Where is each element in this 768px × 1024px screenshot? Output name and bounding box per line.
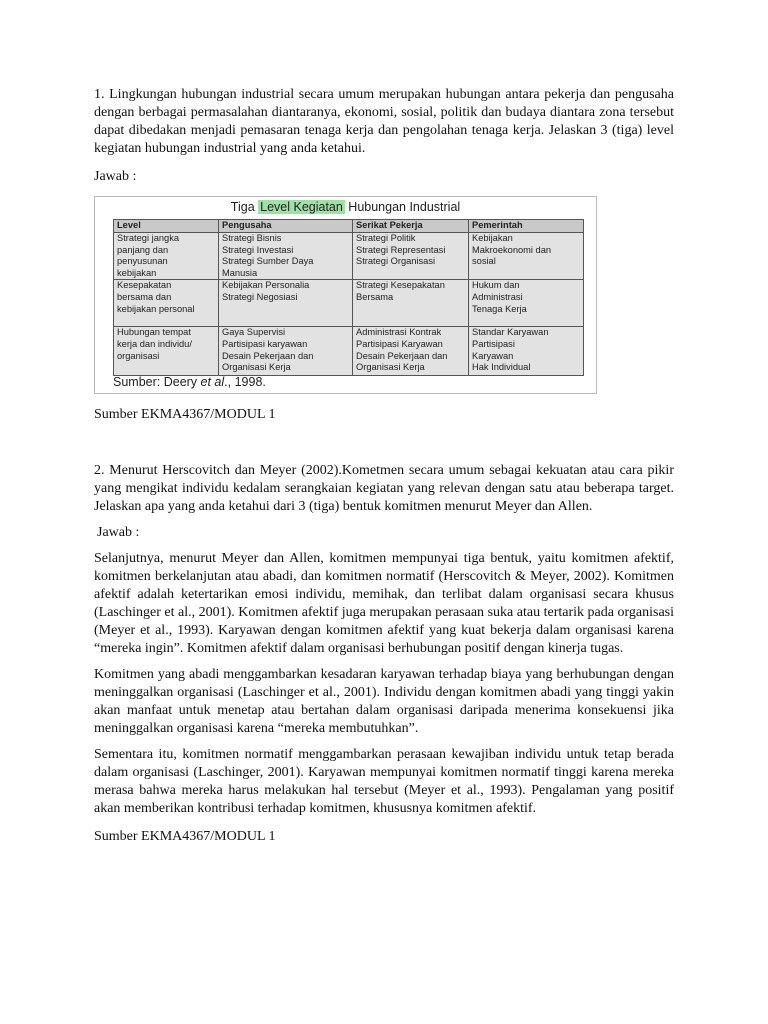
figure-title-highlight: Level Kegiatan <box>260 200 343 214</box>
cell-line: Karyawan <box>472 350 514 361</box>
answer-paragraph-3: Sementara itu, komitmen normatif menggambarkan perasaan kewajiban individu untuk tetap berada dalam organisasi (Laschinger, 2001). Karyawan mempunyai komitmen normatif tinggi karena mereka merasa bahwa mereka harus melakukan hal tersebut (Meyer et al., 1993). Pengalaman yang positif akan memberikan kontribusi terhadap komitmen, khususnya komitmen afektif. <box>94 747 674 816</box>
row-workplace-pemerintah-cell <box>469 327 584 376</box>
cell-line: Hak Individual <box>472 362 531 373</box>
row-strategic-serikat-pekerja-cell <box>353 233 469 280</box>
cell-line: Manusia <box>222 267 258 278</box>
cell-line: Partisipasi karyawan <box>222 338 308 349</box>
cell-line: Organisasi Kerja <box>222 362 291 373</box>
cell-line: Desain Pekerjaan dan <box>356 350 448 361</box>
cell-line: Organisasi Kerja <box>356 362 425 373</box>
cell-line: kebijakan <box>117 267 157 278</box>
answer-label-2: Jawab : <box>97 525 140 540</box>
cell-line: Strategi Bisnis <box>222 233 282 243</box>
cell-line: Standar Karyawan <box>472 327 549 338</box>
cell-line: Strategi Kesepakatan <box>356 280 445 291</box>
answer-label-1: Jawab : <box>94 169 137 184</box>
cell-line: penyusunan <box>117 256 168 267</box>
row-workplace-pengusaha-cell <box>219 327 353 376</box>
row-strategic-pengusaha-cell <box>219 233 353 280</box>
cell-line: Administrasi Kontrak <box>356 327 442 338</box>
cell-line: Bersama <box>356 291 394 302</box>
cell-line: Desain Pekerjaan dan <box>222 350 314 361</box>
cell-line: Kebijakan Personalia <box>222 280 310 291</box>
figure-source-suffix: ., 1998. <box>224 375 266 389</box>
row-workplace-serikat-pekerja-cell <box>353 327 469 376</box>
cell-line: Strategi Politik <box>356 233 416 243</box>
question-1: 1. Lingkungan hubungan industrial secara umum merupakan hubungan antara pekerja dan pengusaha dengan berbagai permasalahan diantaranya, ekonomi, sosial, politik dan budaya diantara zona tersebut dapat dibedakan menjadi pemasaran tenaga kerja dan pengolahan tenaga kerja. Jelaskan 3 (tiga) level kegiatan hubungan industrial yang anda ketahui. <box>94 87 674 156</box>
header-level: Level <box>114 220 219 233</box>
cell-line: panjang dan <box>117 244 169 255</box>
cell-line: sosial <box>472 256 496 267</box>
row-workplace-level-cell <box>114 327 219 376</box>
industrial-relations-figure <box>94 196 597 394</box>
header-serikat-pekerja: Serikat Pekerja <box>353 220 469 233</box>
figure-title-before: Tiga <box>230 200 259 214</box>
figure-source <box>113 375 266 389</box>
table-row <box>114 327 584 376</box>
cell-line: Gaya Supervisi <box>222 327 286 338</box>
cell-line: kerja dan individu/ <box>117 338 192 349</box>
cell-line: Kebijakan <box>472 233 513 243</box>
cell-line: Hubungan tempat <box>117 327 191 338</box>
table-header-row <box>114 220 584 233</box>
row-strategic-level-cell <box>114 233 219 280</box>
cell-line: Kesepakatan <box>117 280 172 291</box>
figure-title <box>95 200 596 214</box>
cell-line: Partisipasi <box>472 338 515 349</box>
cell-line: Strategi Organisasi <box>356 256 436 267</box>
cell-line: bersama dan <box>117 291 172 302</box>
row-strategic-pemerintah-cell <box>469 233 584 280</box>
row-collective-pemerintah-cell <box>469 280 584 327</box>
cell-line: Strategi Representasi <box>356 244 446 255</box>
cell-line: Strategi Investasi <box>222 244 294 255</box>
cell-line: Strategi jangka <box>117 233 180 243</box>
cell-line: Hukum dan <box>472 280 520 291</box>
row-collective-pengusaha-cell <box>219 280 353 327</box>
row-collective-serikat-pekerja-cell <box>353 280 469 327</box>
header-pengusaha: Pengusaha <box>219 220 353 233</box>
source-2: Sumber EKMA4367/MODUL 1 <box>94 829 276 844</box>
cell-line: Administrasi <box>472 291 523 302</box>
cell-line: organisasi <box>117 350 160 361</box>
figure-source-italic: et al <box>200 375 225 389</box>
cell-line: Partisipasi Karyawan <box>356 338 443 349</box>
row-collective-level-cell <box>114 280 219 327</box>
table-row <box>114 280 584 327</box>
figure-title-after: Hubungan Industrial <box>344 200 461 214</box>
source-1: Sumber EKMA4367/MODUL 1 <box>94 407 276 422</box>
answer-paragraph-1: Selanjutnya, menurut Meyer dan Allen, komitmen mempunyai tiga bentuk, yaitu komitmen afektif, komitmen berkelanjutan atau abadi, dan komitmen normatif (Herscovitch & Meyer, 2002). Komitmen afektif adalah ketertarikan emosi individu, memihak, dan terlibat dalam organisasi secara khusus (Laschinger et al., 2001). Komitmen afektif juga merupakan perasaan suka atau tertarik pada organisasi (Meyer et al., 1993). Karyawan dengan komitmen afektif yang kuat bekerja dalam organisasi karena “mereka ingin”. Komitmen afektif dalam organisasi berhubungan positif dengan kinerja tugas. <box>94 551 674 656</box>
question-2: 2. Menurut Herscovitch dan Meyer (2002).Kometmen secara umum sebagai kekuatan atau cara pikir yang mengikat individu kedalam serangkaian kegiatan yang relevan dengan satu atau beberapa target. Jelaskan apa yang anda ketahui dari 3 (tiga) bentuk komitmen menurut Meyer dan Allen. <box>94 463 674 514</box>
header-pemerintah: Pemerintah <box>469 220 584 233</box>
figure-source-prefix: Sumber: Deery <box>113 375 201 389</box>
levels-table <box>113 219 584 376</box>
cell-line: kebijakan personal <box>117 303 195 314</box>
answer-paragraph-2: Komitmen yang abadi menggambarkan kesadaran karyawan terhadap biaya yang berhubungan dengan meninggalkan organisasi (Laschinger et al., 2001). Individu dengan komitmen abadi yang tinggi yakin akan manfaat untuk menetap atau bertahan dalam organisasi daripada menerima konsekuensi jika meninggalkan organisasi karena “mereka membutuhkan”. <box>94 667 674 736</box>
cell-line: Strategi Sumber Daya <box>222 256 314 267</box>
cell-line: Makroekonomi dan <box>472 244 552 255</box>
table-row <box>114 233 584 280</box>
cell-line: Strategi Negosiasi <box>222 291 298 302</box>
cell-line: Tenaga Kerja <box>472 303 527 314</box>
